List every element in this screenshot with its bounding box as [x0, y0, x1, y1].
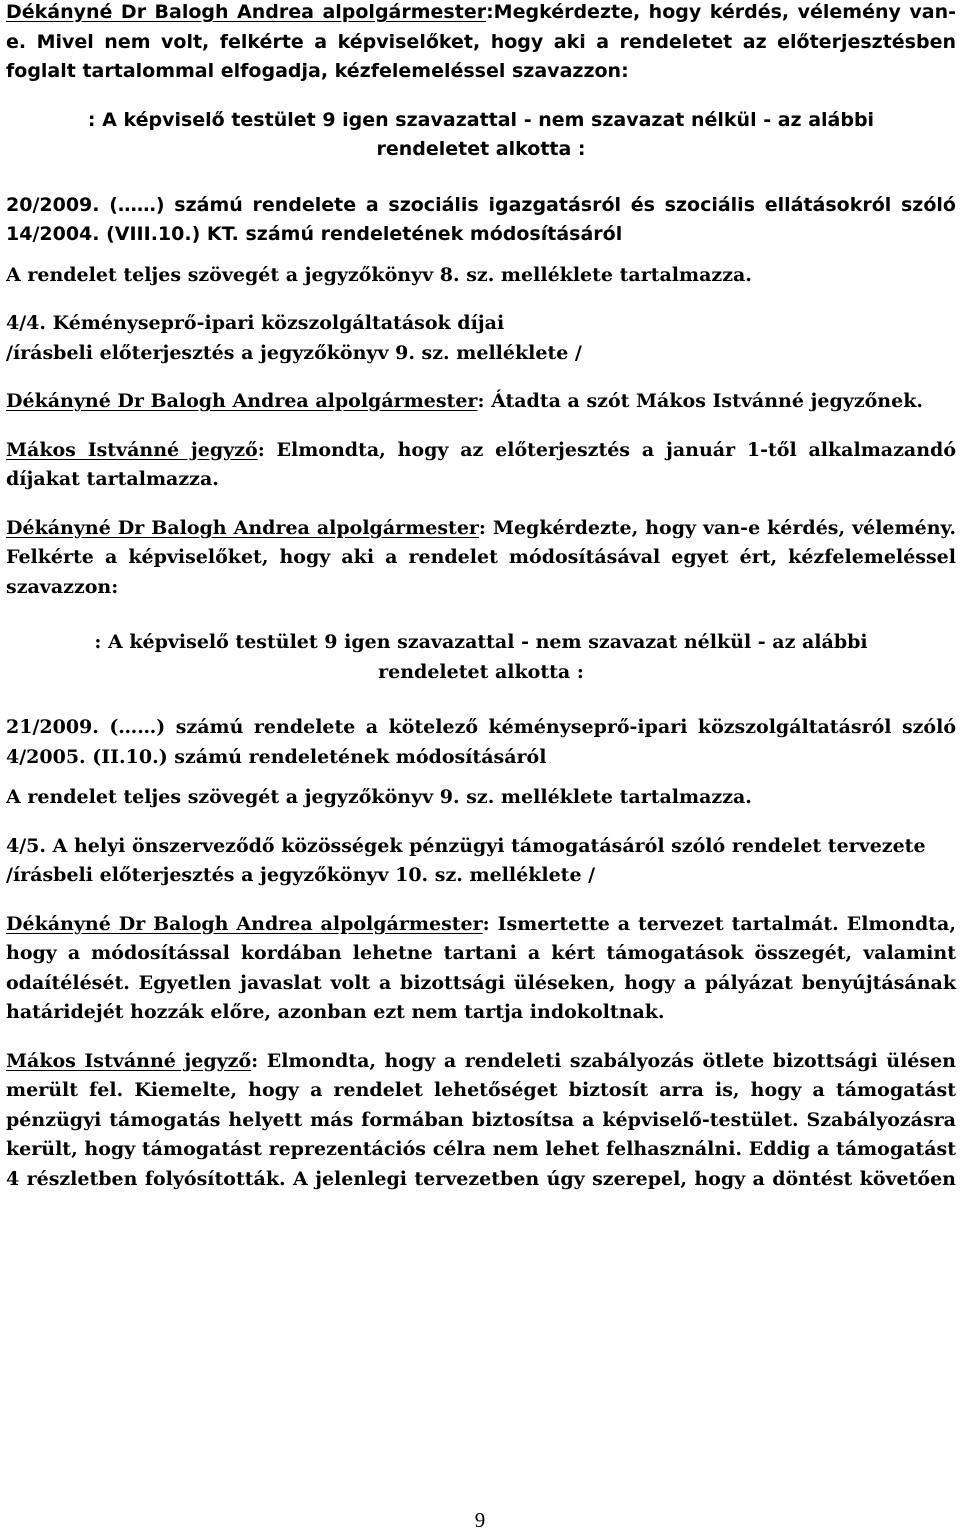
- vote-result: [6, 106, 956, 165]
- vote-result: [6, 628, 956, 687]
- paragraph-alpolgarmester: [6, 387, 956, 417]
- vote-result-line: : A képviselő testület 9 igen szavazattal - nem szavazat nélkül - az alábbi: [94, 631, 868, 653]
- page-number: 9: [474, 1508, 486, 1532]
- decree-annex-note: A rendelet teljes szövegét a jegyzőkönyv 8. sz. melléklete tartalmazza.: [6, 263, 752, 286]
- paragraph-alpolgarmester: [6, 910, 956, 1028]
- paragraph-text: : Ismertette a tervezet tartalmát. Elmondta, hogy a módosítással kordában lehetne tartani a kért támogatások összegét, valamint odaítélését. Egyetlen javaslat volt a bizottsági üléseken, hogy a pályázat benyújtásának határidejét hozzák előre, azonban ezt nem tartja indokoltnak.: [6, 912, 956, 1023]
- paragraph-text: :Megkérdezte, hogy kérdés, vélemény van-e. Mivel nem volt, felkérte a képviselőket, hogy aki a rendeletet az előterjesztésben foglalt tartalommal elfogadja, kézfelemeléssel szavazzon:: [6, 1, 956, 82]
- document-page: [6, 0, 956, 1537]
- agenda-item-title: 4/5. A helyi önszerveződő közösségek pénzügyi támogatásáról szóló rendelet tervezete: [6, 834, 926, 857]
- paragraph-alpolgarmester-question: [6, 0, 956, 87]
- vote-result-line: rendeletet alkotta :: [378, 660, 584, 683]
- paragraph-text: : Elmondta, hogy az előterjesztés a január 1-től alkalmazandó díjakat tartalmazza.: [6, 438, 956, 490]
- agenda-item-reference: /írásbeli előterjesztés a jegyzőkönyv 10. sz. melléklete /: [6, 864, 596, 886]
- speaker-name: Dékányné Dr Balogh Andrea alpolgármester: [6, 516, 479, 539]
- vote-result-line: : A képviselő testület 9 igen szavazattal - nem szavazat nélkül - az alábbi: [87, 108, 875, 131]
- paragraph-text: : Elmondta, hogy a rendeleti szabályozás ötlete bizottsági ülésen merült fel. Kiemelte, hogy a rendelet lehetőséget biztosít arra is, hogy a támogatást pénzügyi támogatás helyett más formában biztosítsa a képviselő-testület. Szabályozásra került, hogy támogatást reprezentációs célra nem lehet felhasználni. Eddig a támogatást 4 részletben folyósították. A jelenlegi tervezetben úgy szerepel, hogy a döntést követően: [6, 1049, 956, 1190]
- paragraph-text: : Megkérdezte, hogy van-e kérdés, vélemény. Felkérte a képviselőket, hogy aki a rendelet módosításával egyet ért, kézfelemeléssel szavazzon:: [6, 516, 956, 598]
- speaker-name: Mákos Istvánné jegyző: [6, 438, 258, 461]
- paragraph-text: : Átadta a szót Mákos Istvánné jegyzőnek.: [477, 390, 923, 412]
- decree-title: 20/2009. (……) számú rendelete a szociális igazgatásról és szociális ellátásokról szóló 14/2004. (VIII.10.) KT. számú rendeletének módosításáról: [6, 193, 956, 245]
- agenda-item-reference: /írásbeli előterjesztés a jegyzőkönyv 9. sz. melléklete /: [6, 341, 582, 364]
- agenda-item-title: 4/4. Kéményseprő-ipari közszolgáltatások díjai: [6, 312, 505, 334]
- speaker-name: Mákos Istvánné jegyző: [6, 1049, 252, 1072]
- speaker-name: Dékányné Dr Balogh Andrea alpolgármester: [6, 1, 487, 23]
- speaker-name: Dékányné Dr Balogh Andrea alpolgármester: [6, 390, 478, 412]
- paragraph-jegyzo: [6, 1047, 956, 1195]
- vote-result-line: rendeletet alkotta :: [376, 138, 586, 160]
- decree-title: 21/2009. (……) számú rendelete a kötelező kéményseprő-ipari közszolgáltatásról szóló 4/2005. (II.10.) számú rendeletének módosításáról: [6, 716, 956, 768]
- decree-annex-note: A rendelet teljes szövegét a jegyzőkönyv 9. sz. melléklete tartalmazza.: [6, 786, 752, 808]
- paragraph-alpolgarmester-question: [6, 514, 956, 603]
- paragraph-jegyzo: [6, 436, 956, 495]
- speaker-name: Dékányné Dr Balogh Andrea alpolgármester: [6, 912, 483, 935]
